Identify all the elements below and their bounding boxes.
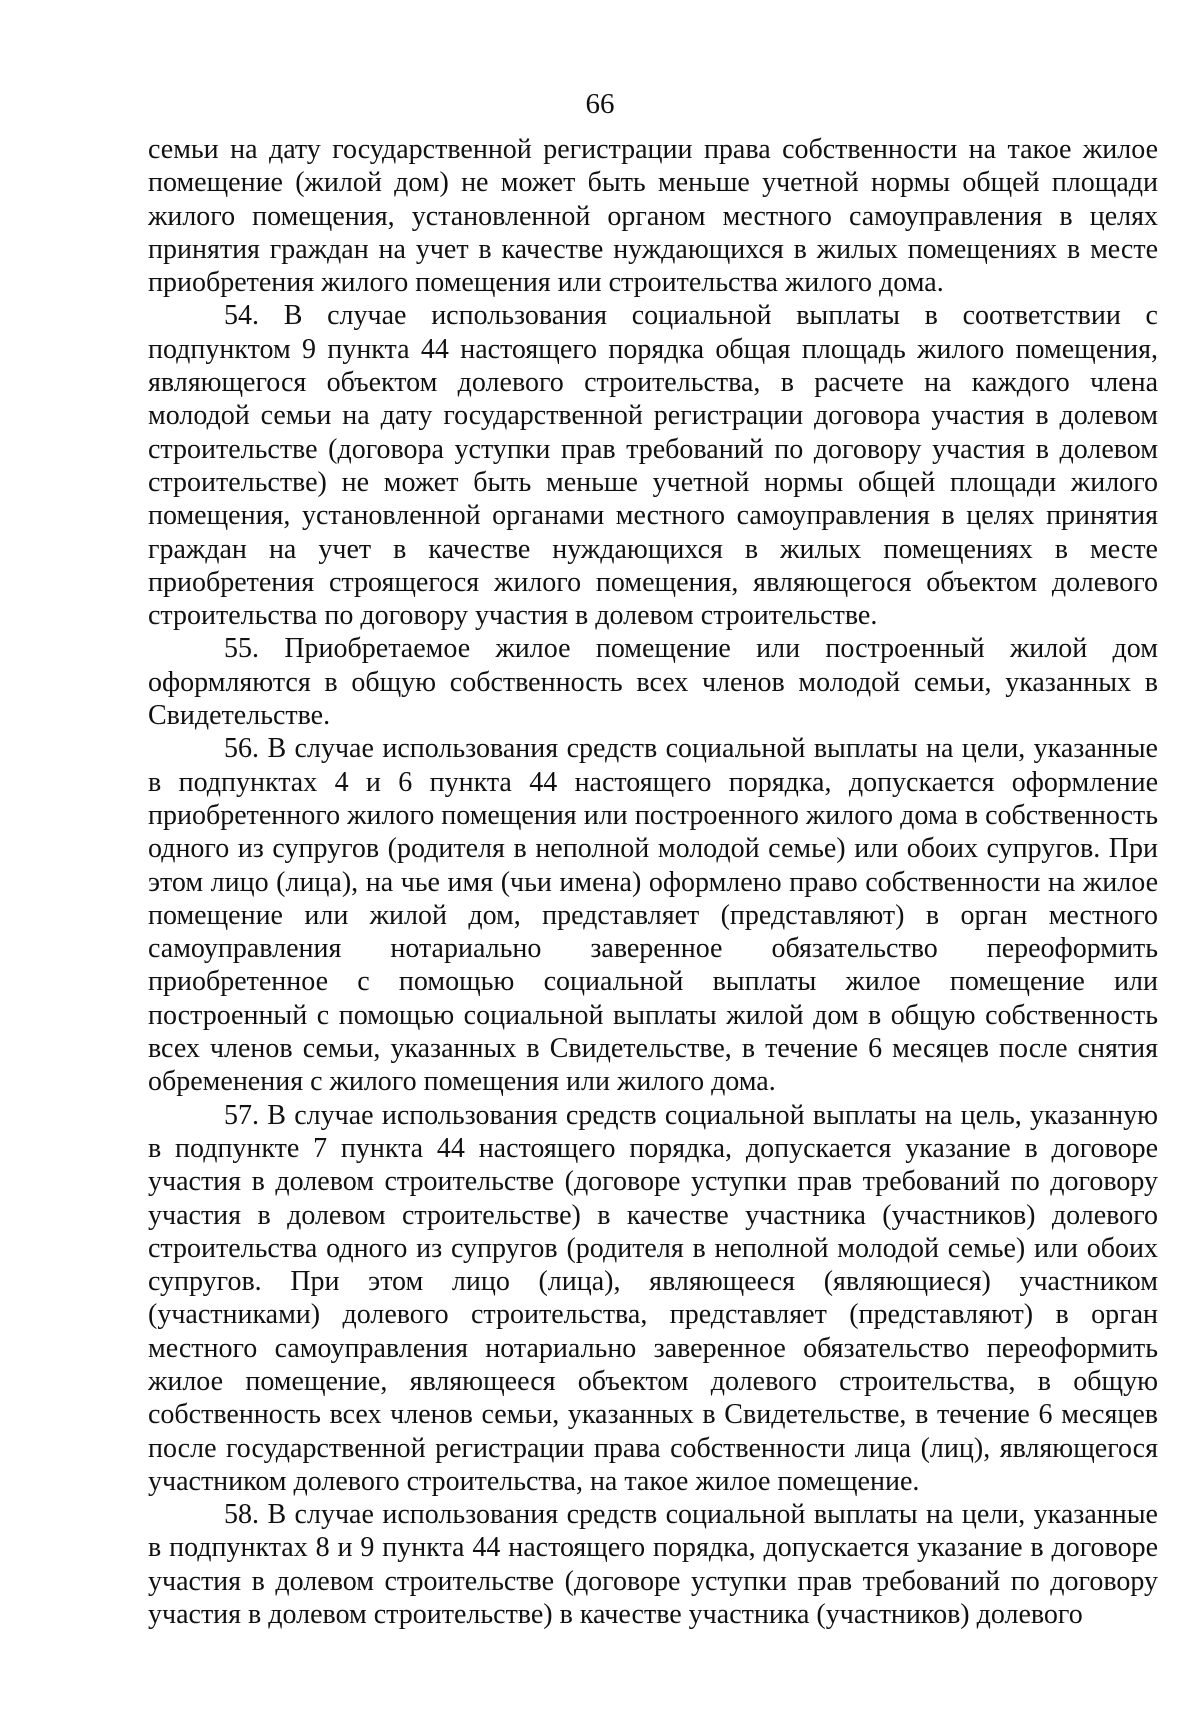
page-number: 66 bbox=[585, 88, 615, 120]
document-body bbox=[148, 133, 1158, 1631]
paragraph-58: 58. В случае использования средств социальной выплаты на цели, указанные в подпунктах 8 и 9 пункта 44 настоящего порядка, допускается указание в договоре участия в долевом строительстве (договоре уступки прав требований по договору участия в долевом строительстве) в качестве участника (участников) долевого bbox=[148, 1499, 1158, 1631]
paragraph-continuation: семьи на дату государственной регистрации права собственности на такое жилое помещение (жилой дом) не может быть меньше учетной нормы общей площади жилого помещения, установленной органом местного самоуправления в целях принятия граждан на учет в качестве нуждающихся в жилых помещениях в месте приобретения жилого помещения или строительства жилого дома. bbox=[148, 134, 1158, 299]
paragraph-55: 55. Приобретаемое жилое помещение или построенный жилой дом оформляются в общую собственность всех членов молодой семьи, указанных в Свидетельстве. bbox=[148, 633, 1158, 732]
paragraph-54: 54. В случае использования социальной выплаты в соответствии с подпунктом 9 пункта 44 настоящего порядка общая площадь жилого помещения, являющегося объектом долевого строительства, в расчете на каждого члена молодой семьи на дату государственной регистрации договора участия в долевом строительстве (договора уступки прав требований по договору участия в долевом строительстве) не может быть меньше учетной нормы общей площади жилого помещения, установленной органами местного самоуправления в целях принятия граждан на учет в качестве нуждающихся в жилых помещениях в месте приобретения строящегося жилого помещения, являющегося объектом долевого строительства по договору участия в долевом строительстве. bbox=[148, 300, 1158, 632]
paragraph-57: 57. В случае использования средств социальной выплаты на цель, указанную в подпункте 7 пункта 44 настоящего порядка, допускается указание в договоре участия в долевом строительстве (договоре уступки прав требований по договору участия в долевом строительстве) в качестве участника (участников) долевого строительства одного из супругов (родителя в неполной молодой семье) или обоих супругов. При этом лицо (лица), являющееся (являющиеся) участником (участниками) долевого строительства, представляет (представляют) в орган местного самоуправления нотариально заверенное обязательство переоформить жилое помещение, являющееся объектом долевого строительства, в общую собственность всех членов семьи, указанных в Свидетельстве, в течение 6 месяцев после государственной регистрации права собственности лица (лиц), являющегося участником долевого строительства, на такое жилое помещение. bbox=[148, 1099, 1158, 1497]
paragraph-56: 56. В случае использования средств социальной выплаты на цели, указанные в подпунктах 4 и 6 пункта 44 настоящего порядка, допускается оформление приобретенного жилого помещения или построенного жилого дома в собственность одного из супругов (родителя в неполной молодой семье) или обоих супругов. При этом лицо (лица), на чье имя (чьи имена) оформлено право собственности на жилое помещение или жилой дом, представляет (представляют) в орган местного самоуправления нотариально заверенное обязательство переоформить приобретенное с помощью социальной выплаты жилое помещение или построенный с помощью социальной выплаты жилой дом в общую собственность всех членов семьи, указанных в Свидетельстве, в течение 6 месяцев после снятия обременения с жилого помещения или жилого дома. bbox=[148, 733, 1158, 1098]
